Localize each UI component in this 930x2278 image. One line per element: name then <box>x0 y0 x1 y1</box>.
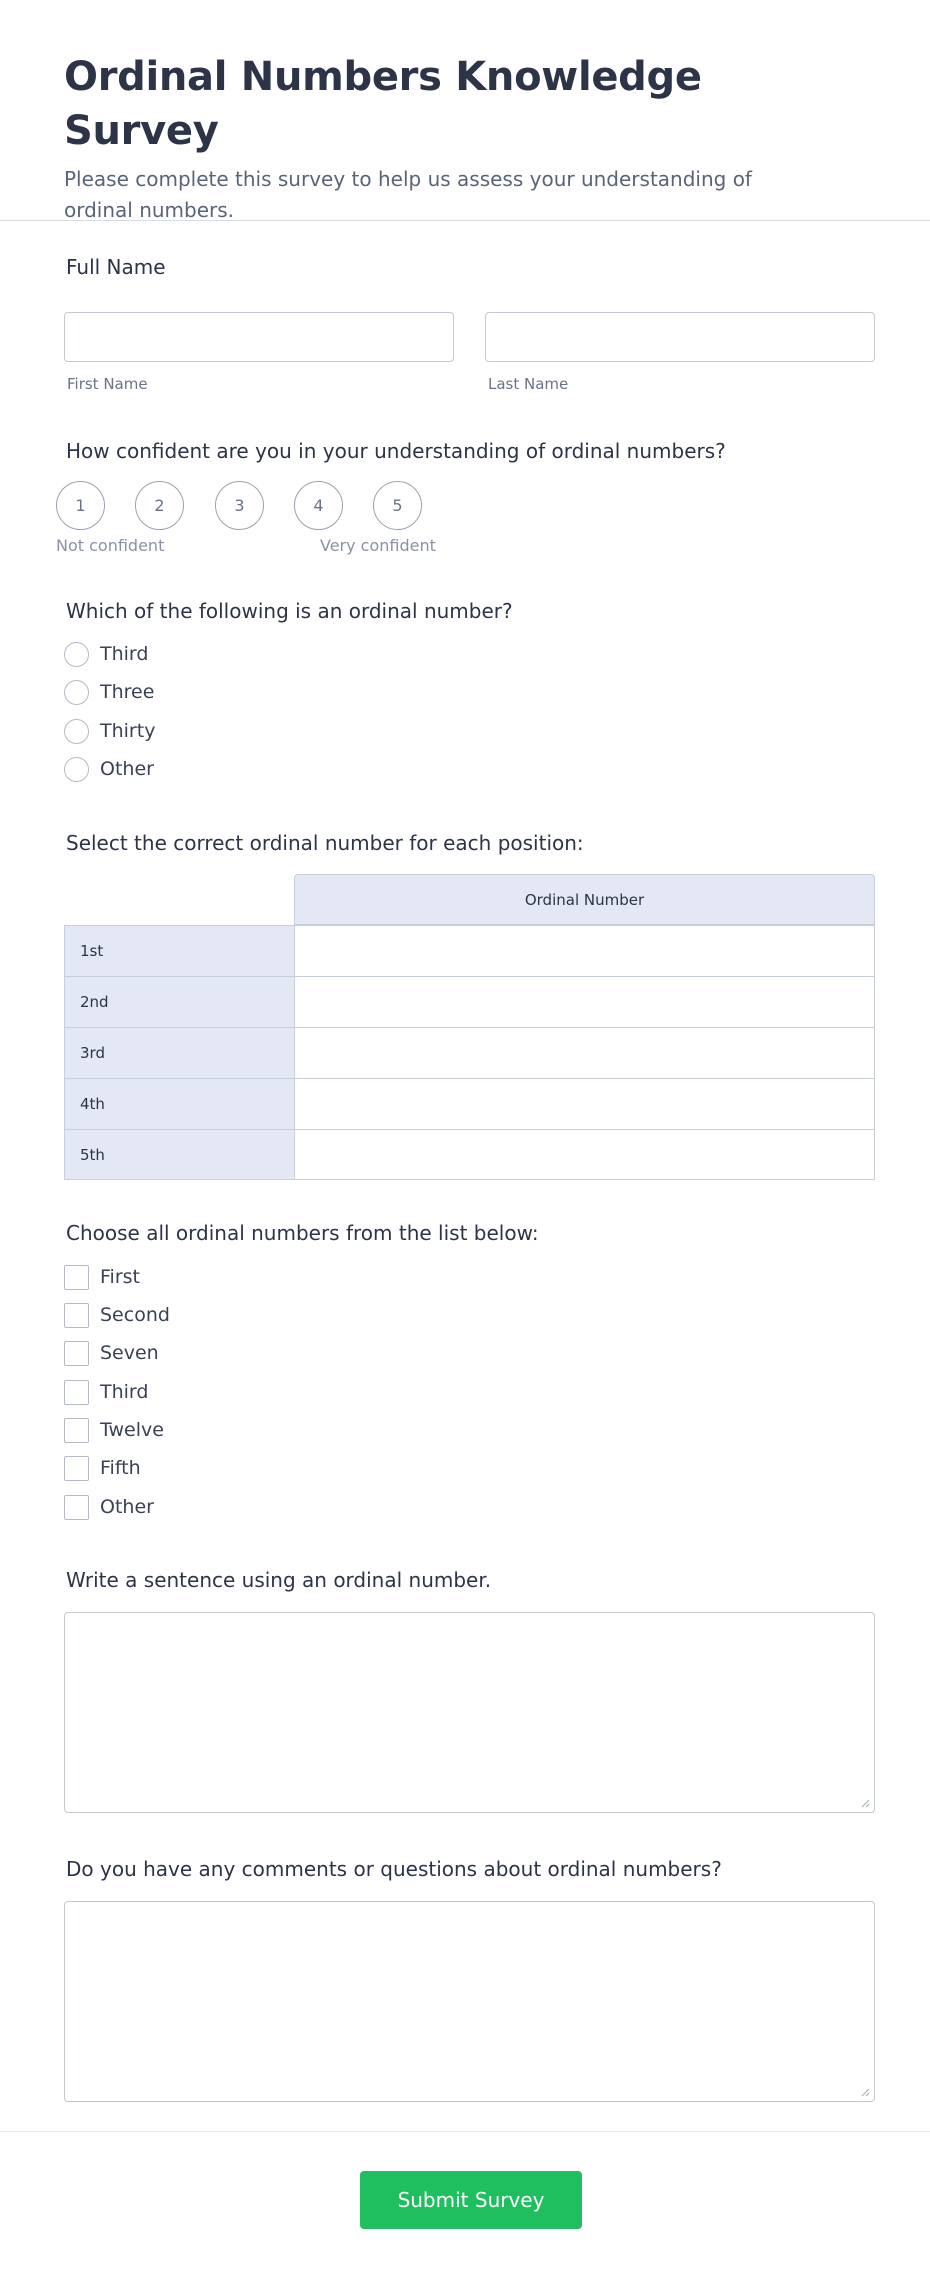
checkbox-option-label: Fifth <box>100 1457 141 1479</box>
scale-option-5[interactable]: 5 <box>373 481 422 530</box>
form-footer <box>0 2131 930 2278</box>
matrix-row-label: 4th <box>64 1078 294 1129</box>
checkbox[interactable] <box>64 1303 89 1328</box>
radio-button[interactable] <box>64 680 89 705</box>
matrix-answer-cell[interactable] <box>294 976 875 1027</box>
radio-button[interactable] <box>64 719 89 744</box>
last-name-sublabel: Last Name <box>488 375 569 393</box>
page-subtitle: Please complete this survey to help us assess your understanding of ordinal numbers. <box>64 167 752 222</box>
checkbox-option-label: Seven <box>100 1342 159 1364</box>
radio-option-label: Other <box>100 758 154 780</box>
radio-option-other[interactable] <box>64 756 154 782</box>
matrix-question-label: Select the correct ordinal number for each position: <box>66 831 584 855</box>
first-name-input[interactable] <box>64 312 454 362</box>
ordinal-choice-question-label: Which of the following is an ordinal number? <box>66 599 513 623</box>
matrix-row-4th <box>64 1078 875 1129</box>
matrix-row-2nd <box>64 976 875 1027</box>
matrix-answer-cell[interactable] <box>294 925 875 976</box>
confidence-question-label: How confident are you in your understanding of ordinal numbers? <box>66 439 726 463</box>
checkbox[interactable] <box>64 1418 89 1443</box>
multi-choice-question-label: Choose all ordinal numbers from the list below: <box>66 1221 539 1245</box>
submit-survey-button[interactable]: Submit Survey <box>360 2171 582 2229</box>
matrix-row-label: 5th <box>64 1129 294 1180</box>
checkbox-option-third[interactable] <box>64 1379 148 1405</box>
radio-button[interactable] <box>64 642 89 667</box>
checkbox-option-label: Other <box>100 1496 154 1518</box>
last-name-input[interactable] <box>485 312 875 362</box>
checkbox[interactable] <box>64 1380 89 1405</box>
checkbox-option-second[interactable] <box>64 1302 170 1328</box>
radio-option-label: Third <box>100 643 149 665</box>
checkbox-option-fifth[interactable] <box>64 1455 141 1481</box>
radio-option-thirty[interactable] <box>64 718 155 744</box>
comments-textarea[interactable] <box>64 1901 875 2102</box>
resize-grip-icon[interactable] <box>860 1798 870 1808</box>
matrix-column-header: Ordinal Number <box>294 874 875 925</box>
checkbox[interactable] <box>64 1341 89 1366</box>
scale-high-hint: Very confident <box>320 536 436 555</box>
checkbox-option-label: First <box>100 1266 140 1288</box>
matrix-answer-cell[interactable] <box>294 1027 875 1078</box>
scale-option-3[interactable]: 3 <box>215 481 264 530</box>
scale-option-2[interactable]: 2 <box>135 481 184 530</box>
matrix-row-3rd <box>64 1027 875 1078</box>
radio-option-label: Thirty <box>100 720 156 742</box>
first-name-sublabel: First Name <box>67 375 148 393</box>
checkbox-option-label: Second <box>100 1304 170 1326</box>
scale-low-hint: Not confident <box>56 536 165 555</box>
checkbox[interactable] <box>64 1495 89 1520</box>
matrix-answer-cell[interactable] <box>294 1078 875 1129</box>
matrix-answer-cell[interactable] <box>294 1129 875 1180</box>
checkbox[interactable] <box>64 1265 89 1290</box>
full-name-label: Full Name <box>66 255 166 279</box>
matrix-row-label: 1st <box>64 925 294 976</box>
scale-option-4[interactable]: 4 <box>294 481 343 530</box>
page-title: Ordinal Numbers Knowledge Survey <box>64 54 702 154</box>
matrix-row-label: 2nd <box>64 976 294 1027</box>
checkbox-option-other[interactable] <box>64 1494 154 1520</box>
radio-option-third[interactable] <box>64 641 148 667</box>
scale-option-1[interactable]: 1 <box>56 481 105 530</box>
checkbox-option-seven[interactable] <box>64 1340 159 1366</box>
matrix-row-5th <box>64 1129 875 1180</box>
survey-form <box>0 221 930 2212</box>
checkbox-option-label: Twelve <box>100 1419 164 1441</box>
matrix-row-label: 3rd <box>64 1027 294 1078</box>
checkbox-option-twelve[interactable] <box>64 1417 164 1443</box>
matrix-row-1st <box>64 925 875 976</box>
checkbox-option-first[interactable] <box>64 1264 140 1290</box>
radio-option-three[interactable] <box>64 679 154 705</box>
survey-header <box>0 0 930 221</box>
radio-option-label: Three <box>100 681 155 703</box>
checkbox-option-label: Third <box>100 1381 149 1403</box>
radio-button[interactable] <box>64 757 89 782</box>
checkbox[interactable] <box>64 1456 89 1481</box>
sentence-textarea[interactable] <box>64 1612 875 1813</box>
resize-grip-icon[interactable] <box>860 2087 870 2097</box>
sentence-question-label: Write a sentence using an ordinal number. <box>66 1568 492 1592</box>
comments-question-label: Do you have any comments or questions about ordinal numbers? <box>66 1857 722 1881</box>
